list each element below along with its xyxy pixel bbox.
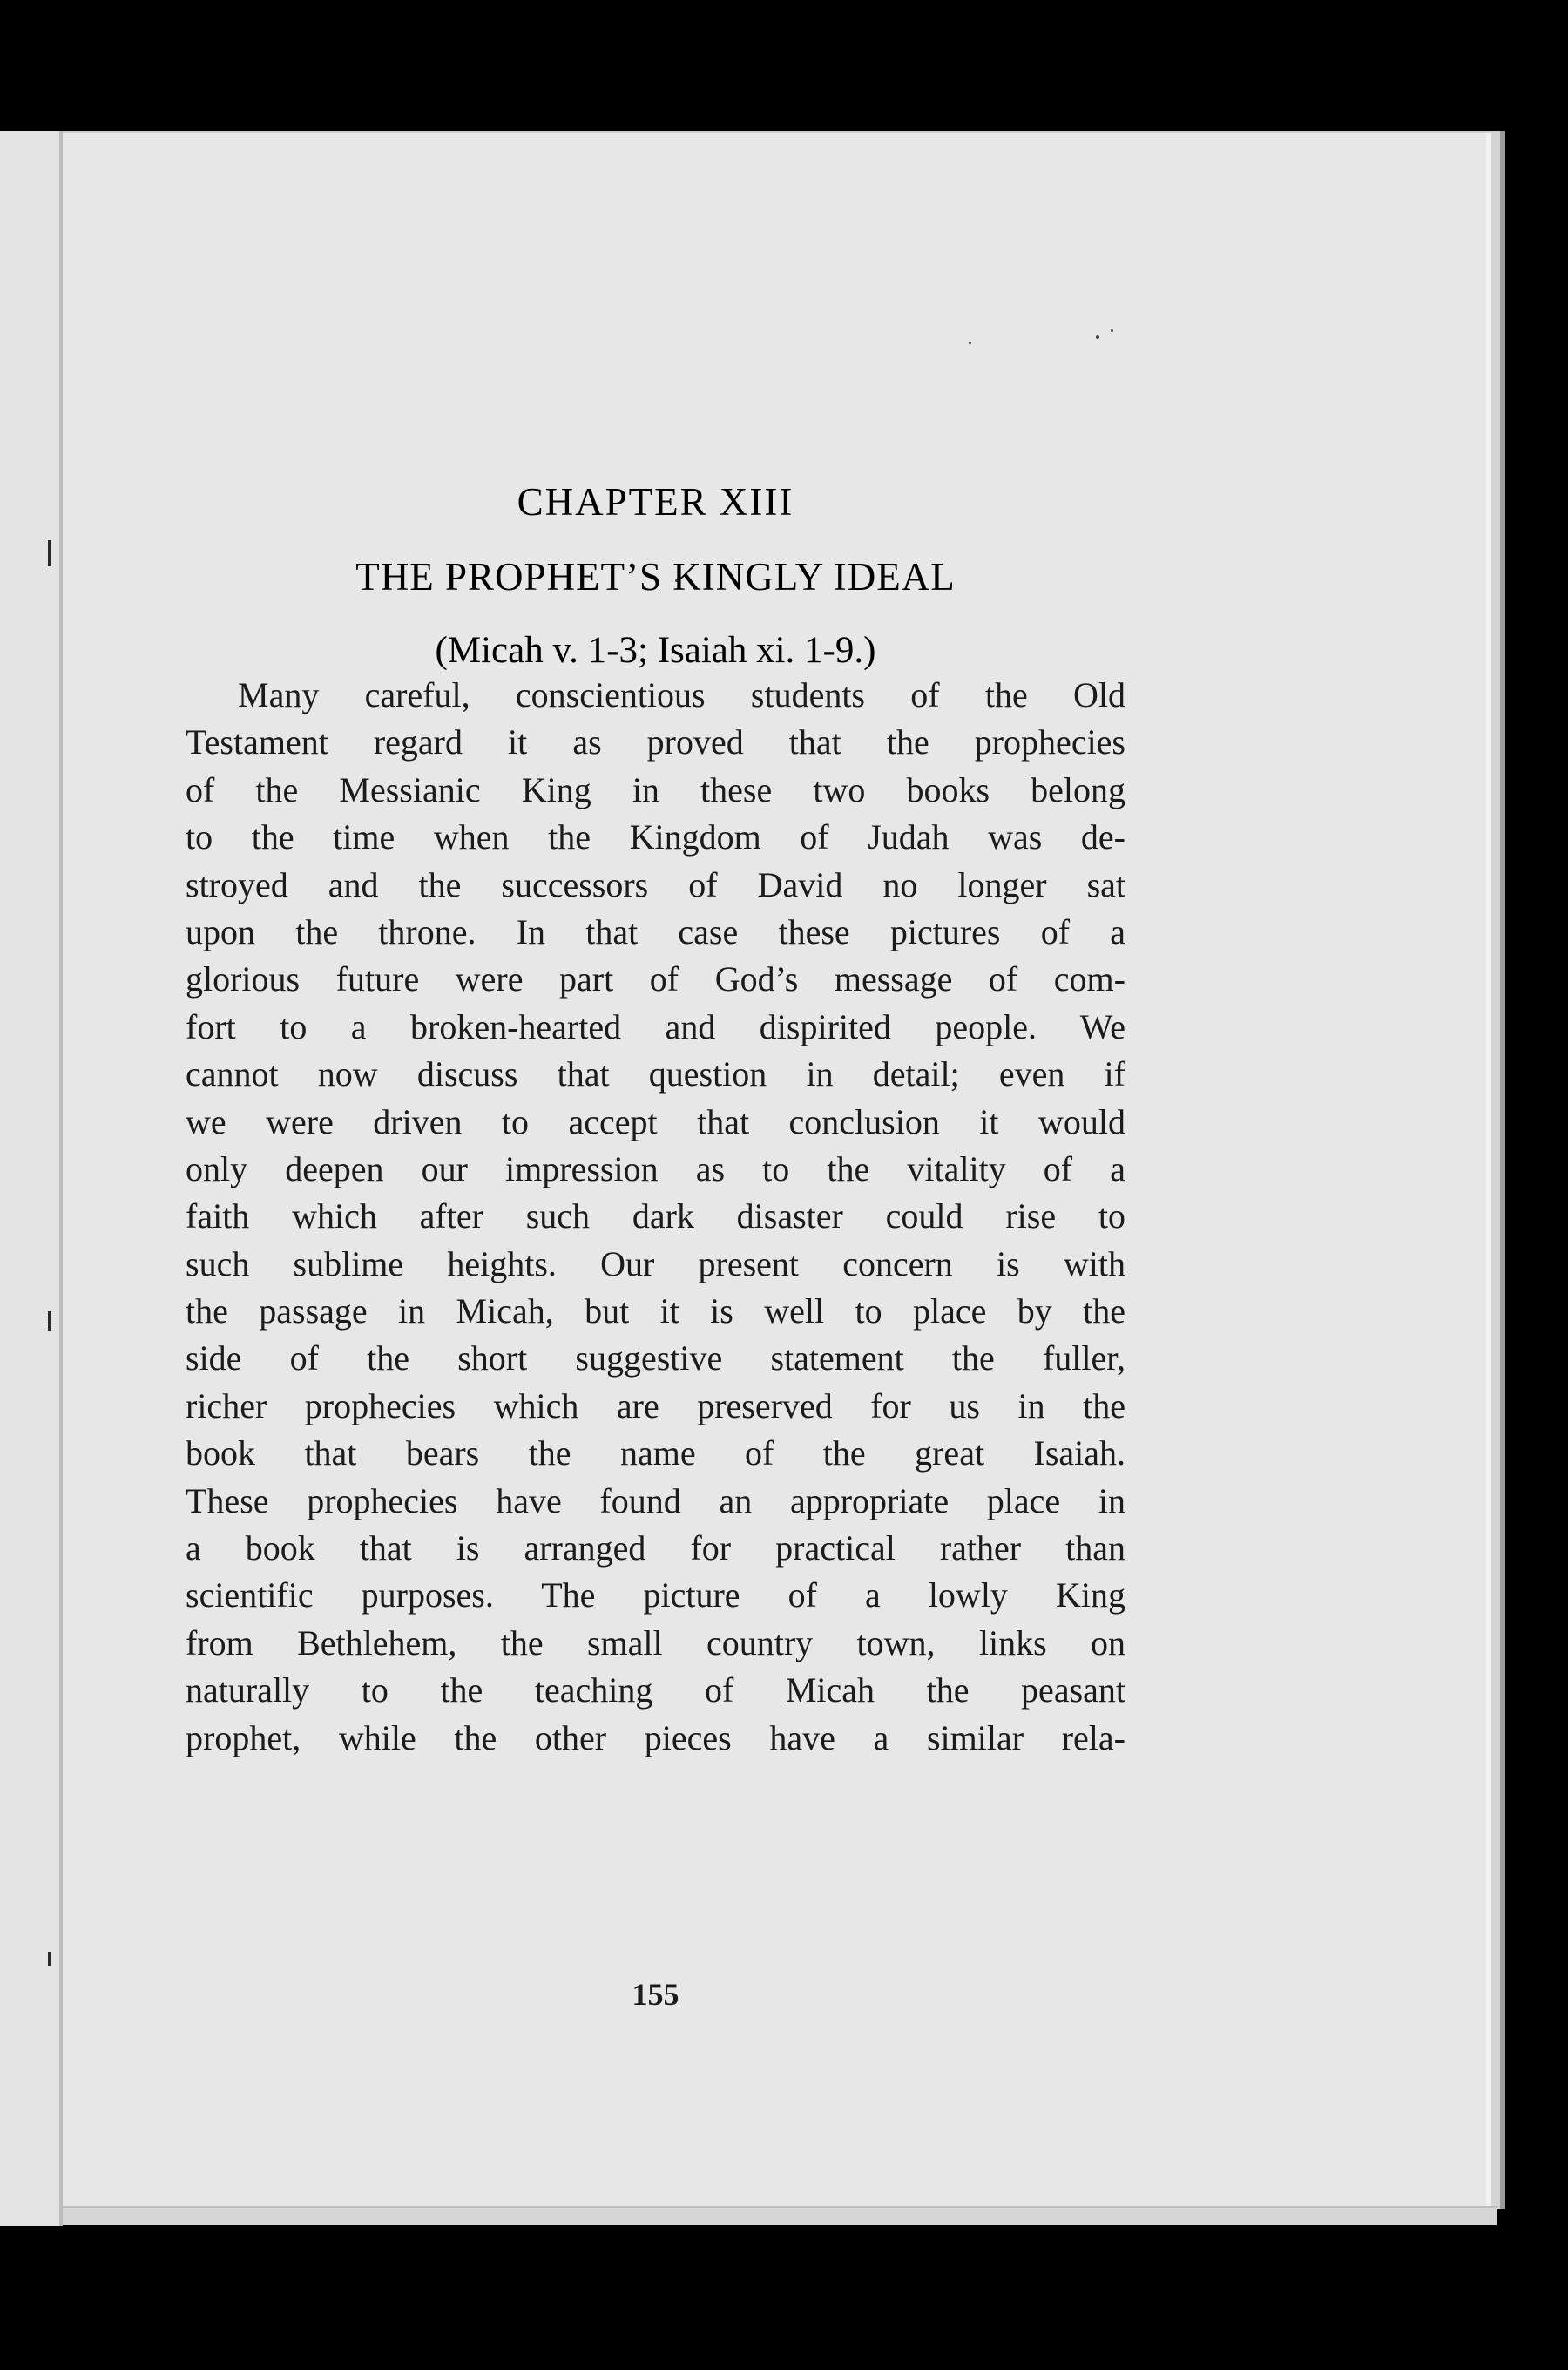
chapter-heading: CHAPTER XIII — [517, 480, 794, 524]
text-line: such sublime heights. Our present concern is with — [186, 1243, 1125, 1283]
text-line: cannot now discuss that question in detail; even if — [186, 1054, 1125, 1094]
text-line: richer prophecies which are preserved for us in the — [186, 1385, 1125, 1425]
left-page-edge — [0, 131, 63, 2226]
edge-mark — [48, 540, 51, 566]
text-line: These prophecies have found an appropriate place in — [186, 1480, 1125, 1520]
text-line: we were driven to accept that conclusion it would — [186, 1101, 1125, 1141]
text-line: scientific purposes. The picture of a lowly King — [186, 1575, 1125, 1615]
text-line: book that bears the name of the great Isaiah. — [186, 1433, 1125, 1473]
text-line: the passage in Micah, but it is well to place by the — [186, 1291, 1125, 1331]
text-line: Many careful, conscientious students of the Old — [238, 675, 1125, 714]
text-line: upon the throne. In that case these pictures of a — [186, 911, 1125, 951]
text-line: prophet, while the other pieces have a similar rela- — [186, 1717, 1125, 1757]
text-line: only deepen our impression as to the vitality of a — [186, 1148, 1125, 1188]
chapter-title: THE PROPHET’S KINGLY IDEAL — [355, 555, 956, 599]
scripture-reference: (Micah v. 1-3; Isaiah xi. 1-9.) — [435, 630, 876, 671]
text-line: glorious future were part of God’s message of com- — [186, 959, 1125, 999]
page-bottom-edge — [63, 2206, 1497, 2225]
edge-mark — [48, 1311, 51, 1331]
text-line: faith which after such dark disaster could rise to — [186, 1196, 1125, 1236]
text-line: Testament regard it as proved that the prophecies — [186, 722, 1125, 762]
text-line: stroyed and the successors of David no longer sat — [186, 864, 1125, 904]
text-line: a book that is arranged for practical rather than — [186, 1528, 1125, 1568]
paper-speck — [1111, 329, 1113, 332]
text-line: from Bethlehem, the small country town, links on — [186, 1622, 1125, 1662]
body-text — [186, 672, 1125, 1762]
paper-speck — [1096, 335, 1099, 339]
text-line: fort to a broken-hearted and dispirited people. We — [186, 1006, 1125, 1046]
text-line: side of the short suggestive statement the fuller, — [186, 1338, 1125, 1378]
text-line: of the Messianic King in these two books belong — [186, 769, 1125, 809]
text-line: to the time when the Kingdom of Judah was de- — [186, 817, 1125, 857]
text-line: naturally to the teaching of Micah the peasant — [186, 1670, 1125, 1710]
paper-speck — [969, 342, 971, 344]
page-number: 155 — [632, 1977, 679, 2012]
edge-mark — [48, 1952, 51, 1966]
